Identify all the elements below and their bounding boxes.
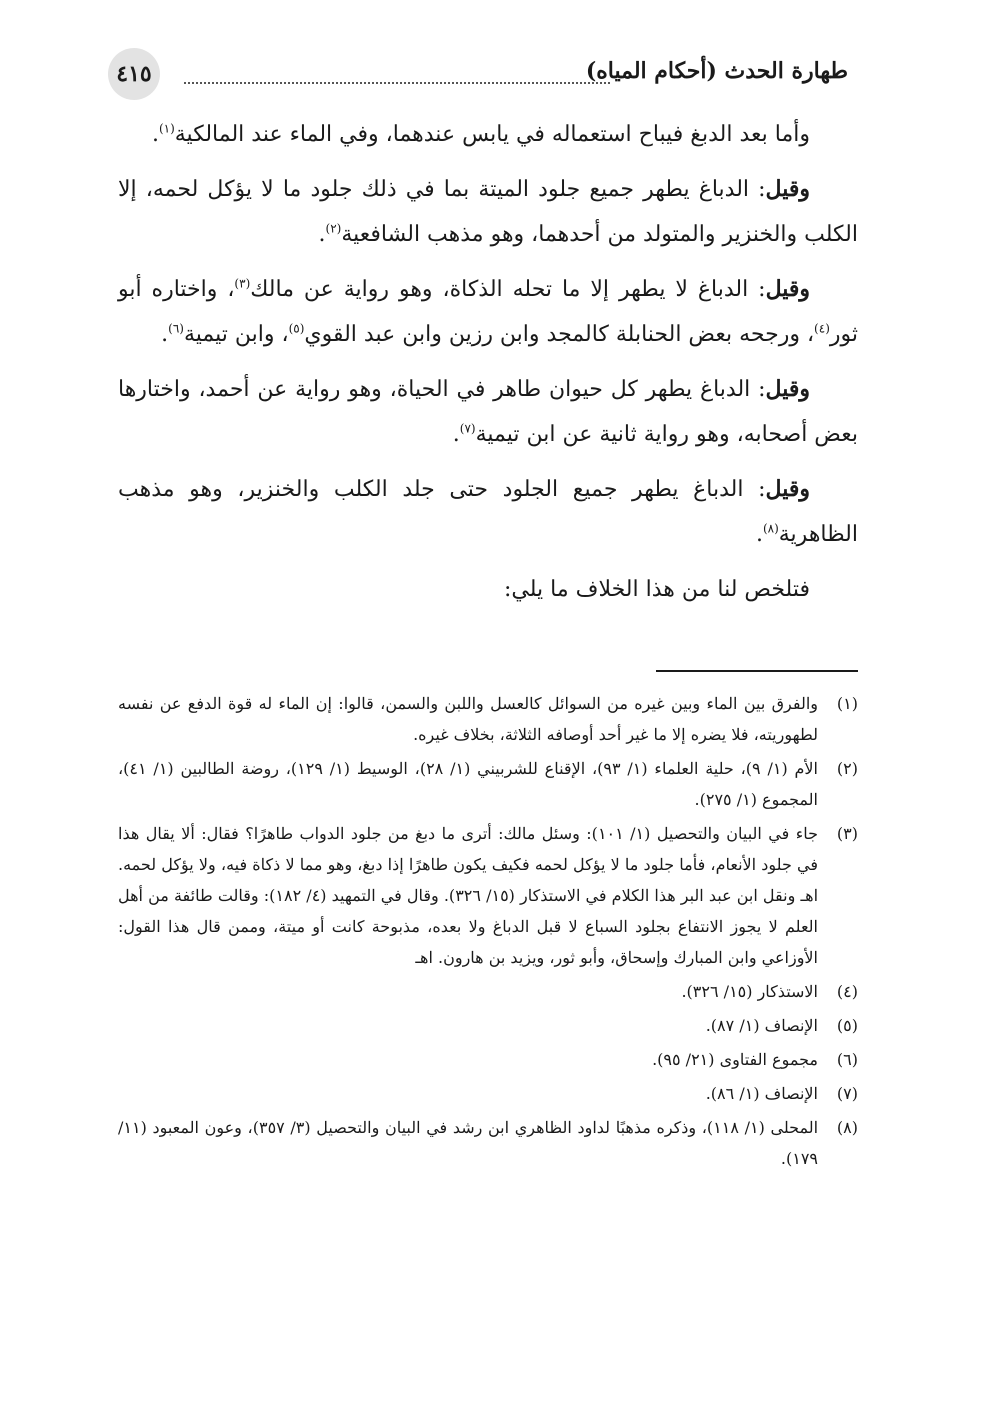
paragraph-lead: وقيل <box>765 176 810 202</box>
paragraph: وقيل: الدباغ يطهر جميع جلود الميتة بما في ذلك جلود ما لا يؤكل لحمه، إلا الكلب والخنزير والمتولد من أحدهما، وهو مذهب الشافعية$^{(٢)}$. <box>118 176 858 247</box>
paragraph-text: ، واختاره أبو ثور <box>118 277 858 347</box>
paragraph-lead: وقيل <box>765 476 810 502</box>
paragraph-text: : الدباغ يطهر جميع الجلود حتى جلد الكلب والخنزير، وهو مذهب الظاهرية <box>118 477 858 547</box>
footnote-text: الإنصاف (١/ ٨٧). <box>705 1016 818 1035</box>
paragraph: وقيل: الدباغ يطهر كل حيوان طاهر في الحياة، وهو رواية عن أحمد، واختارها بعض أصحابه، وهو رواية ثانية عن ابن تيمية$^{(٧)}$. <box>118 376 858 447</box>
footnotes <box>118 688 858 1177</box>
footnote-text: المحلى (١/ ١١٨)، وذكره مذهبًا لداود الظاهري ابن رشد في البيان والتحصيل (٣/ ٣٥٧)، وعون المعبود (١١/ ١٧٩). <box>118 1118 819 1168</box>
footnote-ref: (٢) <box>325 221 342 236</box>
footnote-number: (٣) <box>836 824 858 843</box>
footnote-ref: (٤) <box>814 321 830 336</box>
footnote-ref: (٨) <box>762 521 779 536</box>
footnote-separator <box>656 670 858 672</box>
paragraph-text: ، وابن تيمية <box>183 322 289 347</box>
footnote-number: (٢) <box>836 759 858 778</box>
paragraph-lead: وقيل <box>765 376 810 402</box>
paragraph-lead: وقيل <box>765 276 811 302</box>
footnote-text: الإنصاف (١/ ٨٦). <box>705 1084 818 1103</box>
footnote-number: (٤) <box>836 982 858 1001</box>
footnote-number: (٥) <box>836 1016 858 1035</box>
footnote-text: جاء في البيان والتحصيل (١/ ١٠١): وسئل مالك: أترى ما دبغ من جلود الدواب طاهرًا؟ فقال: ألا يقال هذا في جلود الأنعام، فأما جلود ما لا يؤكل لحمه فكيف يكون طاهرًا إذا دبغ، وهو مما لا ذكاة فيه، ولا يؤكل لحمه. اهـ ونقل ابن عبد البر هذا الكلام في الاستذكار (١٥/ ٣٢٦). وقال في التمهيد (٤/ ١٨٢): وقالت طائفة من أهل العلم لا يجوز الانتفاع بجلود السباع لا قبل الدباغ ولا بعده، مذبوحة كانت أو ميتة، وممن قال هذا القول: الأوزاعي وابن المبارك وإسحاق، وأبو ثور، ويزيد بن هارون. اهـ <box>118 824 819 967</box>
footnote-number: (٨) <box>836 1118 858 1137</box>
paragraph <box>118 567 858 612</box>
page-number-badge: ٤١٥ <box>108 48 160 100</box>
page-header <box>108 46 860 102</box>
paragraph: وأما بعد الدبغ فيباح استعماله في يابس عندهما، وفي الماء عند المالكية$^{(١)}$. <box>151 121 810 147</box>
footnote-number: (٧) <box>836 1084 858 1103</box>
footnote-ref: (١) <box>158 121 175 136</box>
paragraph-text: فتلخص لنا من هذا الخلاف ما يلي: <box>504 577 810 602</box>
footnote-ref: (٣) <box>234 276 251 291</box>
paragraph-text: : الدباغ يطهر جميع جلود الميتة بما في ذلك جلود ما لا يؤكل لحمه، إلا الكلب والخنزير والمتولد من أحدهما، وهو مذهب الشافعية <box>118 177 858 247</box>
footnote <box>118 1112 858 1174</box>
paragraph-text: ، ورجحه بعض الحنابلة كالمجد وابن رزين وابن عبد القوي <box>304 322 815 347</box>
footnote <box>118 1078 858 1109</box>
footnote <box>118 1044 858 1075</box>
paragraph: وقيل: الدباغ يطهر جميع الجلود حتى جلد الكلب والخنزير، وهو مذهب الظاهرية$^{(٨)}$. <box>118 476 858 547</box>
footnote-ref: (٥) <box>288 321 305 336</box>
paragraph-text: : الدباغ يطهر كل حيوان طاهر في الحياة، وهو رواية عن أحمد، واختارها بعض أصحابه، وهو رواية ثانية عن ابن تيمية <box>118 377 858 447</box>
footnote-number: (٦) <box>836 1050 858 1069</box>
paragraph-text: وأما بعد الدبغ فيباح استعماله في يابس عندهما، وفي الماء عند المالكية <box>174 122 810 147</box>
footnote <box>118 753 858 815</box>
footnote-text: مجموع الفتاوى (٢١/ ٩٥). <box>652 1050 818 1069</box>
footnote-text: الأم (١/ ٩)، حلية العلماء (١/ ٩٣)، الإقناع للشربيني (١/ ٢٨)، الوسيط (١/ ١٢٩)، روضة الطالبين (١/ ٤١)، المجموع (١/ ٢٧٥). <box>118 759 818 809</box>
footnote <box>118 688 858 750</box>
running-title: طهارة الحدث (أحكام المياه) <box>585 58 848 84</box>
paragraph: وقيل: الدباغ لا يطهر إلا ما تحله الذكاة، وهو رواية عن مالك$^{(٣)}$، واختاره أبو ثور$^{(٤)}$، ورجحه بعض الحنابلة كالمجد وابن رزين وابن عبد القوي$^{(٥)}$، وابن تيمية$^{(٦)}$. <box>118 276 858 347</box>
footnote-ref: (٧) <box>459 421 476 436</box>
footnote-number: (١) <box>836 694 858 713</box>
main-text <box>118 112 858 622</box>
footnote-ref: (٦) <box>168 321 184 336</box>
footnote <box>118 1010 858 1041</box>
dotted-leader <box>184 82 610 84</box>
footnote <box>118 818 858 973</box>
footnote-text: والفرق بين الماء وبين غيره من السوائل كالعسل واللبن والسمن، قالوا: إن الماء له قوة الدفع عن نفسه لطهوريته، فلا يضره إلا ما غير أحد أوصافه الثلاثة، بخلاف غيره. <box>118 694 818 744</box>
paragraph-text: : الدباغ لا يطهر إلا ما تحله الذكاة، وهو رواية عن مالك <box>250 277 766 302</box>
footnote-text: الاستذكار (١٥/ ٣٢٦). <box>681 982 818 1001</box>
footnote <box>118 976 858 1007</box>
